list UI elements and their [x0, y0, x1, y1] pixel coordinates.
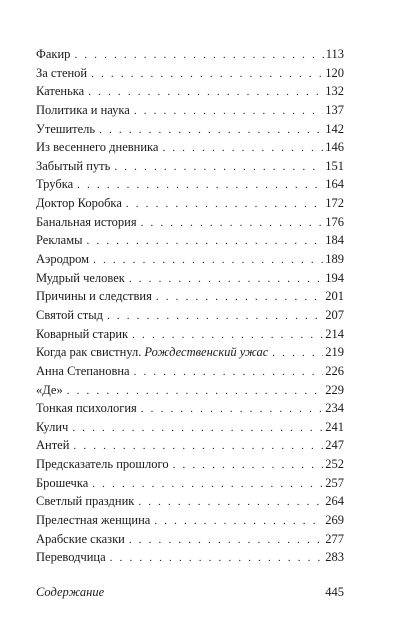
toc-entry	[36, 548, 344, 567]
toc-entry-page-number: 214	[325, 326, 344, 341]
toc-entry-title: Катенька	[36, 84, 85, 99]
toc-entry-title: Утешитель	[36, 121, 96, 136]
toc-entry	[36, 250, 344, 269]
dot-leader	[154, 512, 323, 531]
dot-leader	[173, 456, 324, 475]
toc-entry-title: Предсказатель прошлого	[36, 457, 169, 472]
toc-entry-title: Прелестная женщина	[36, 513, 151, 528]
toc-entry	[36, 399, 344, 418]
toc-entry	[36, 157, 344, 176]
toc-entry-title: Из весеннего дневника	[36, 140, 159, 155]
dot-leader	[92, 475, 323, 494]
running-footer-label: Содержание	[36, 585, 105, 599]
toc-entry	[36, 231, 344, 250]
dot-leader	[141, 400, 323, 419]
dot-leader	[67, 382, 324, 401]
toc-entry-title: Мудрый человек	[36, 270, 125, 285]
dot-leader	[134, 363, 324, 382]
toc-entry-title: Антей	[36, 438, 70, 453]
toc-entry-page-number: 219	[325, 345, 344, 360]
toc-entry-page-number: 264	[325, 494, 344, 509]
dot-leader	[74, 46, 323, 65]
toc-entry-title: Светлый праздник	[36, 494, 135, 509]
page-footer	[36, 585, 344, 600]
dot-leader	[77, 176, 323, 195]
dot-leader	[91, 65, 323, 84]
toc-entry-page-number: 283	[325, 550, 344, 565]
toc-entry-title: Доктор Коробка	[36, 196, 122, 211]
toc-entry-subtitle: Рождественский ужас	[144, 345, 269, 360]
toc-entry	[36, 269, 344, 288]
toc-entry-title: Анна Степановна	[36, 363, 130, 378]
toc-entry-page-number: 252	[325, 457, 344, 472]
toc-entry-page-number: 113	[325, 47, 344, 61]
toc-entry	[36, 120, 344, 139]
toc-entry-page-number: 132	[325, 84, 344, 99]
toc-entry-page-number: 151	[325, 158, 344, 173]
toc-entry-title: Кулич	[36, 419, 69, 434]
toc-entry-page-number: 234	[325, 401, 344, 416]
dot-leader	[93, 251, 323, 270]
toc-entry-page-number: 184	[325, 233, 344, 248]
toc-entry	[36, 362, 344, 381]
toc-entry	[36, 138, 344, 157]
toc-entry	[36, 455, 344, 474]
dot-leader	[99, 121, 323, 140]
toc-entry-title: Коварный старик	[36, 326, 129, 341]
dot-leader	[87, 232, 324, 251]
toc-entry-title: Святой стыд	[36, 307, 103, 322]
dot-leader	[134, 102, 323, 121]
dot-leader	[272, 344, 323, 363]
table-of-contents	[36, 45, 344, 567]
toc-entry	[36, 436, 344, 455]
toc-entry-title: Рекламы	[36, 233, 83, 248]
toc-entry-page-number: 120	[325, 65, 344, 80]
dot-leader	[132, 326, 323, 345]
dot-leader	[73, 437, 323, 456]
dot-leader	[129, 270, 323, 289]
page-number: 445	[325, 585, 344, 599]
toc-entry	[36, 381, 344, 400]
toc-entry	[36, 213, 344, 232]
toc-entry	[36, 511, 344, 530]
toc-entry-title: Переводчица	[36, 550, 106, 565]
dot-leader	[126, 195, 323, 214]
toc-entry-page-number: 201	[325, 289, 344, 304]
toc-entry	[36, 82, 344, 101]
toc-entry-page-number: 146	[325, 140, 344, 155]
toc-entry-title: Брошечка	[36, 475, 89, 490]
toc-entry-title: За стеной	[36, 65, 88, 80]
toc-entry-title: «Де»	[36, 382, 63, 397]
toc-entry-title: Когда рак свистнул.	[36, 345, 142, 360]
toc-list	[36, 45, 344, 567]
toc-entry-page-number: 241	[325, 419, 344, 434]
toc-entry-page-number: 137	[325, 102, 344, 117]
toc-entry	[36, 45, 344, 64]
toc-entry-title: Забытый путь	[36, 158, 111, 173]
toc-entry-page-number: 172	[325, 196, 344, 211]
toc-entry-page-number: 257	[325, 475, 344, 490]
toc-entry	[36, 530, 344, 549]
toc-entry-title: Причины и следствия	[36, 289, 152, 304]
toc-entry-title: Политика и наука	[36, 102, 130, 117]
toc-entry	[36, 492, 344, 511]
toc-entry-page-number: 142	[325, 121, 344, 136]
toc-entry-page-number: 269	[325, 513, 344, 528]
toc-entry	[36, 343, 344, 362]
dot-leader	[88, 83, 323, 102]
dot-leader	[156, 288, 323, 307]
toc-entry	[36, 101, 344, 120]
toc-entry-page-number: 189	[325, 252, 344, 267]
dot-leader	[107, 307, 323, 326]
toc-entry-page-number: 226	[325, 363, 344, 378]
toc-entry-page-number: 164	[325, 177, 344, 192]
toc-entry	[36, 287, 344, 306]
dot-leader	[138, 493, 323, 512]
toc-entry	[36, 194, 344, 213]
dot-leader	[129, 531, 323, 550]
toc-entry	[36, 64, 344, 83]
toc-entry-page-number: 194	[325, 270, 344, 285]
toc-entry	[36, 306, 344, 325]
toc-entry-title: Факир	[36, 47, 71, 61]
toc-entry-title: Аэродром	[36, 252, 90, 267]
toc-entry	[36, 418, 344, 437]
dot-leader	[72, 419, 323, 438]
toc-entry	[36, 175, 344, 194]
toc-entry-title: Трубка	[36, 177, 74, 192]
toc-entry-title: Тонкая психология	[36, 401, 137, 416]
toc-entry-title: Арабские сказки	[36, 531, 125, 546]
toc-entry-title: Банальная история	[36, 214, 137, 229]
dot-leader	[162, 139, 323, 158]
toc-entry-page-number: 207	[325, 307, 344, 322]
toc-entry	[36, 325, 344, 344]
dot-leader	[110, 549, 324, 568]
toc-entry-page-number: 176	[325, 214, 344, 229]
toc-entry-page-number: 229	[325, 382, 344, 397]
toc-entry-page-number: 277	[325, 531, 344, 546]
toc-entry	[36, 474, 344, 493]
dot-leader	[141, 214, 324, 233]
dot-leader	[114, 158, 323, 177]
toc-entry-page-number: 247	[325, 438, 344, 453]
